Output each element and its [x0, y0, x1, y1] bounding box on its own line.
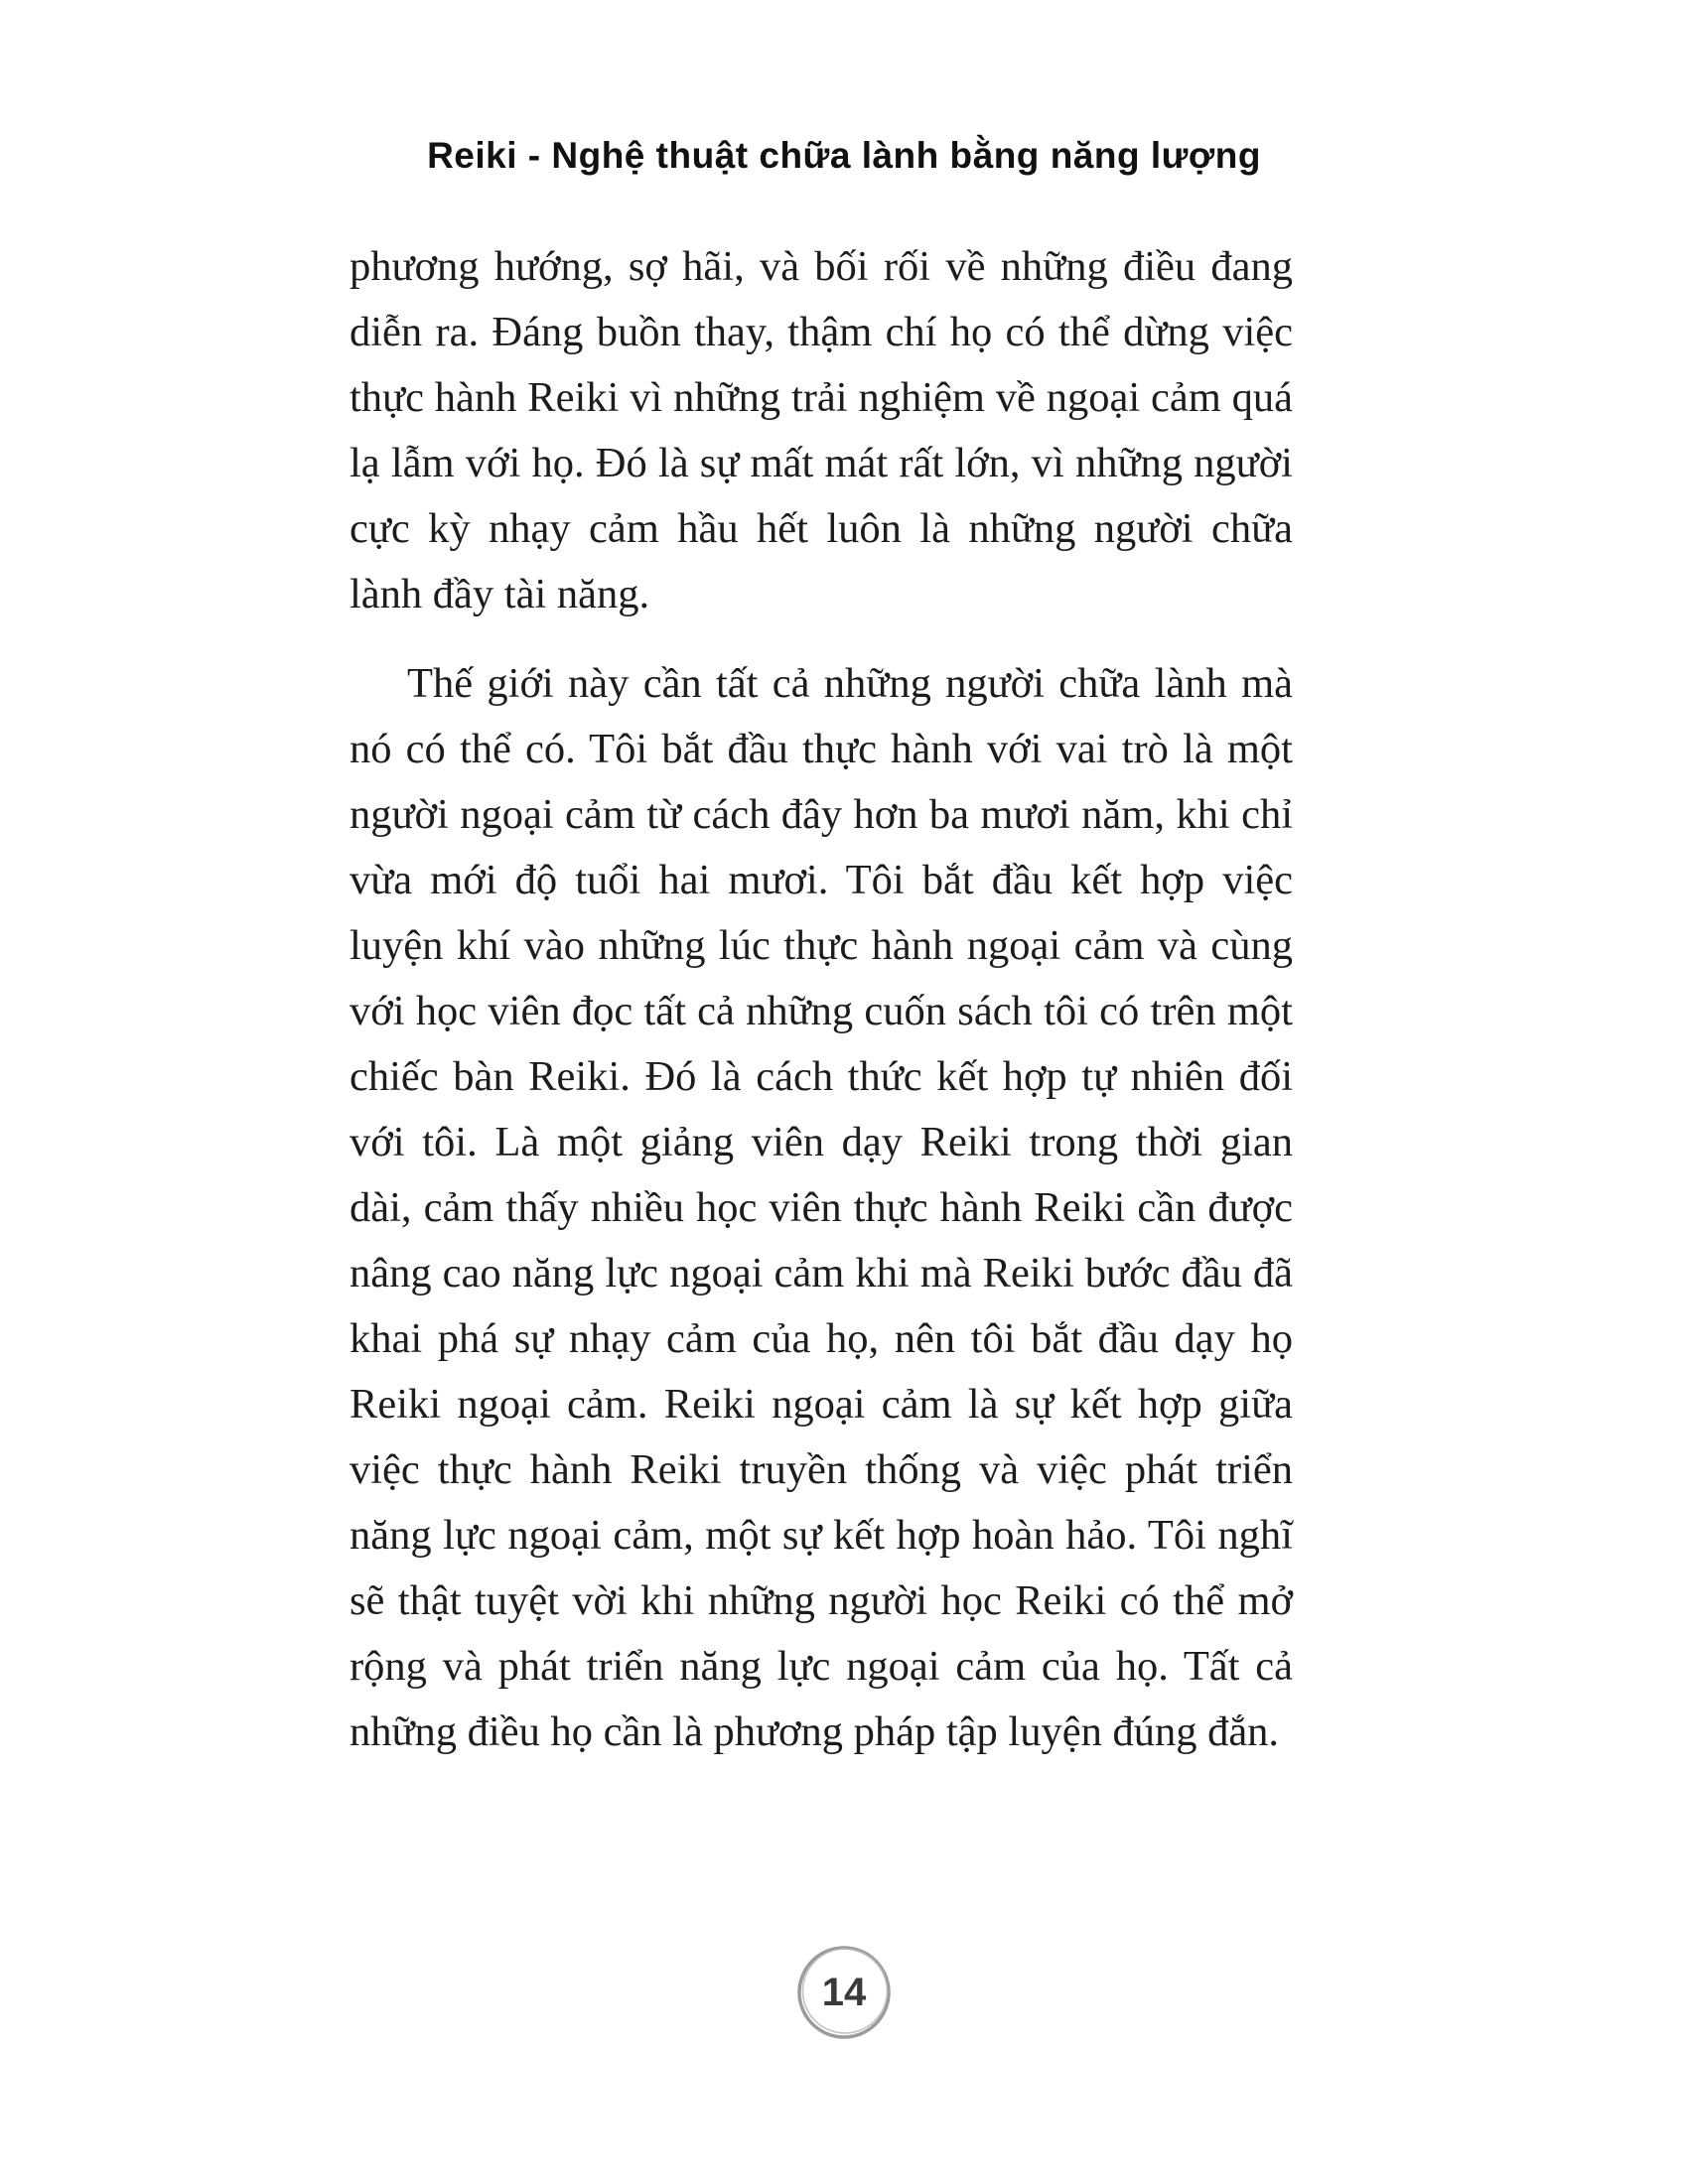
paragraph: phương hướng, sợ hãi, và bối rối về những điều đang diễn ra. Đáng buồn thay, thậm chí họ có thể dừng việc thực hành Reiki vì những trải nghiệm về ngoại cảm quá lạ lẫm với họ. Đó là sự mất mát rất lớn, vì những người cực kỳ nhạy cảm hầu hết luôn là những người chữa lành đầy tài năng.: [350, 243, 1293, 617]
page-number: 14: [821, 1970, 867, 2014]
running-title: Reiki - Nghệ thuật chữa lành bằng năng lượng: [427, 135, 1261, 176]
paragraph: Thế giới này cần tất cả những người chữa lành mà nó có thể có. Tôi bắt đầu thực hành với vai trò là một người ngoại cảm từ cách đây hơn ba mươi năm, khi chỉ vừa mới độ tuổi hai mươi. Tôi bắt đầu kết hợp việc luyện khí vào những lúc thực hành ngoại cảm và cùng với học viên đọc tất cả những cuốn sách tôi có trên một chiếc bàn Reiki. Đó là cách thức kết hợp tự nhiên đối với tôi. Là một giảng viên dạy Reiki trong thời gian dài, cảm thấy nhiều học viên thực hành Reiki cần được nâng cao năng lực ngoại cảm khi mà Reiki bước đầu đã khai phá sự nhạy cảm của họ, nên tôi bắt đầu dạy họ Reiki ngoại cảm. Reiki ngoại cảm là sự kết hợp giữa việc thực hành Reiki truyền thống và việc phát triển năng lực ngoại cảm, một sự kết hợp hoàn hảo. Tôi nghĩ sẽ thật tuyệt vời khi những người học Reiki có thể mở rộng và phát triển năng lực ngoại cảm của họ. Tất cả những điều họ cần là phương pháp tập luyện đúng đắn.: [350, 660, 1293, 1755]
page-body: [350, 234, 1293, 1765]
page-header: [0, 135, 1688, 177]
page-number-badge: [792, 1941, 896, 2044]
page-footer: [0, 1941, 1688, 2044]
